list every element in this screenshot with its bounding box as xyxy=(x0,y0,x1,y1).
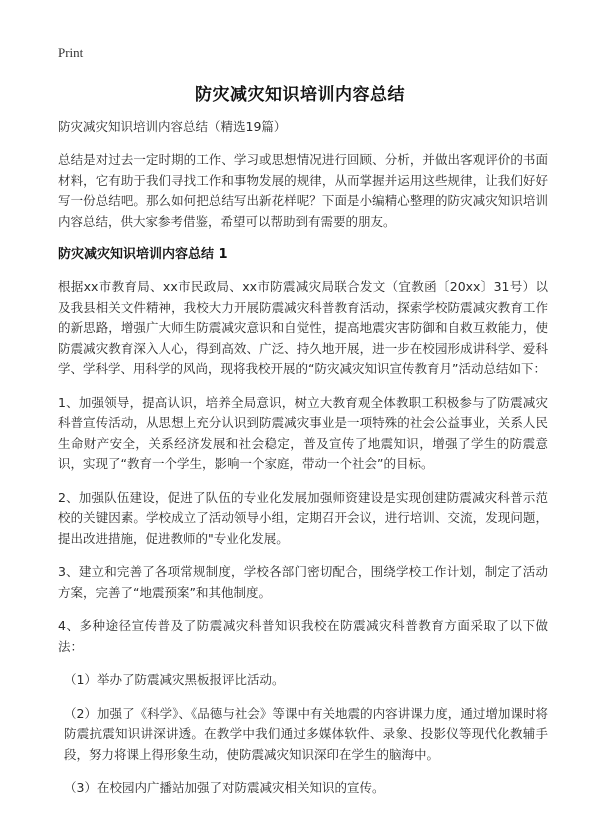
section-heading: 防灾减灾知识培训内容总结 1 xyxy=(58,247,228,262)
document-subtitle: 防灾减灾知识培训内容总结（精选19篇） xyxy=(58,119,287,134)
intro-paragraph: 总结是对过去一定时期的工作、学习或思想情况进行回顾、分析，并做出客观评价的书面材料，它有助于我们寻找工作和事物发展的规律，从而掌握并运用这些规律，让我们好好写一份总结吧。那么如何把总结写出新花样呢？下面是小编精心整理的防灾减灾知识培训内容总结，供大家参考借鉴，希望可以帮助到有需要的朋友。 xyxy=(58,152,548,229)
print-link[interactable]: Print xyxy=(58,45,84,60)
section-intro-paragraph: 根据xx市教育局、xx市民政局、xx市防震减灾局联合发文（宜教函〔20xx〕31号）以及我县相关文件精神，我校大力开展防震减灾科普教育活动，探索学校防震减灾教育工作的新思路，增强广大师生防震减灾意识和自觉性，提高地震灾害防御和自救互救能力，使防震减灾教育深入人心，得到高效、广泛、持久地开展，进一步在校园形成讲科学、爱科学、学科学、用科学的风尚，现将我校开展的“防灾减灾知识宣传教育月”活动总结如下： xyxy=(58,279,548,376)
sub-list-item: （1）举办了防震减灾黑板报评比活动。 xyxy=(64,672,285,687)
sub-list-item: （3）在校园内广播站加强了对防震减灾相关知识的宣传。 xyxy=(64,780,385,795)
sub-list-item: （2）加强了《科学》、《品德与社会》等课中有关地震的内容讲课力度，通过增加课时将防震抗震知识讲深讲透。在教学中我们通过多媒体软件、录象、投影仪等现代化教辅手段，努力将课上得形象生动，使防震减灾知识深印在学生的脑海中。 xyxy=(64,705,548,762)
list-item: 1、加强领导，提高认识，培养全局意识，树立大教育观全体教职工积极参与了防震减灾科普宣传活动，从思想上充分认识到防震减灾事业是一项特殊的社会公益事业，关系人民生命财产安全，关系经济发展和社会稳定，普及宣传了地震知识，增强了学生的防震意识，实现了“教育一个学生，影响一个家庭，带动一个社会”的目标。 xyxy=(58,394,548,471)
page-title: 防灾减灾知识培训内容总结 xyxy=(195,85,405,105)
list-item: 2、加强队伍建设，促进了队伍的专业化发展加强师资建设是实现创建防震减灾科普示范校的关键因素。学校成立了活动领导小组，定期召开会议，进行培训、交流，发现问题，提出改进措施，促进教师的"专业化发展。 xyxy=(58,489,548,546)
list-item: 4、多种途径宣传普及了防震减灾科普知识我校在防震减灾科普教育方面采取了以下做法： xyxy=(58,618,548,654)
document-body xyxy=(58,117,548,812)
list-item: 3、建立和完善了各项常规制度，学校各部门密切配合，围绕学校工作计划，制定了活动方案，完善了“地震预案”和其他制度。 xyxy=(58,564,548,600)
